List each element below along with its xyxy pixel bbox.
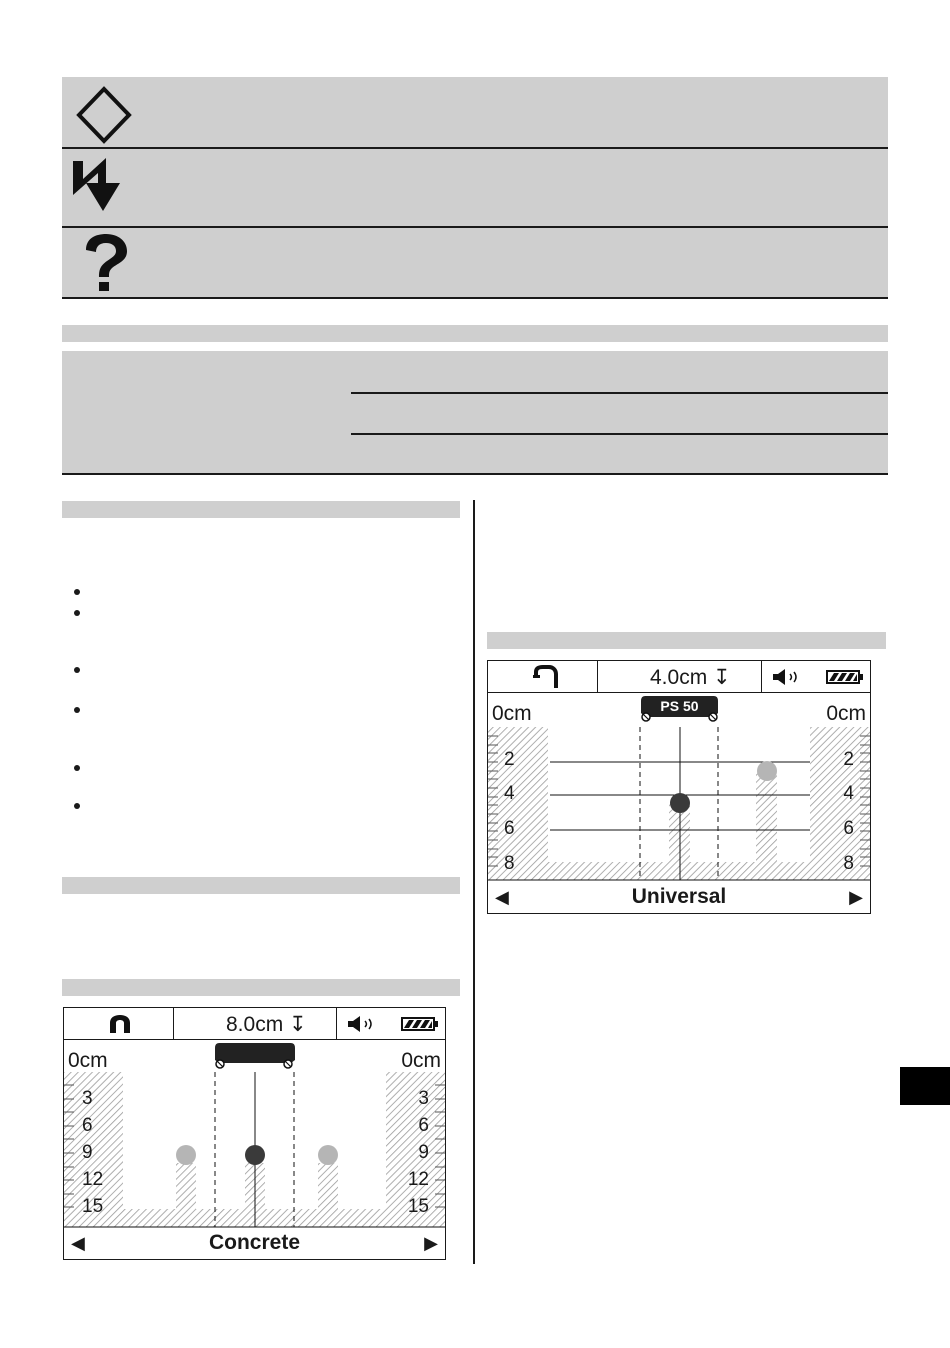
depth-tick-left: 6 xyxy=(504,818,515,839)
display-screen-concrete xyxy=(63,1007,446,1260)
mode-next-arrow[interactable]: ▶ xyxy=(849,887,863,907)
depth-tick-right: 8 xyxy=(843,853,854,874)
diamond-icon xyxy=(74,85,134,145)
table-row-divider xyxy=(351,392,888,394)
column-divider xyxy=(473,500,475,1264)
depth-tick-right: 6 xyxy=(843,818,854,839)
display-screen-universal xyxy=(487,660,871,914)
scan-view xyxy=(64,1008,445,1259)
depth-tick-left: 12 xyxy=(82,1169,104,1190)
depth-tick-right: 2 xyxy=(843,749,854,770)
depth-tick-left: 8 xyxy=(504,853,515,874)
list-bullet xyxy=(74,610,80,616)
depth-tick-right: 9 xyxy=(418,1142,429,1163)
depth-tick-left: 15 xyxy=(82,1196,104,1217)
language-tab xyxy=(900,1067,950,1105)
scale-right-label: 0cm xyxy=(826,702,866,725)
notice-box xyxy=(62,77,888,299)
list-bullet xyxy=(74,765,80,771)
depth-readout: 4.0cm ↧ xyxy=(650,666,731,689)
data-table xyxy=(62,351,888,475)
list-bullet xyxy=(74,707,80,713)
depth-tick-right: 6 xyxy=(418,1115,429,1136)
mode-next-arrow[interactable]: ▶ xyxy=(424,1233,438,1253)
electric-hazard-icon xyxy=(70,153,136,217)
depth-tick-right: 12 xyxy=(407,1169,429,1190)
list-bullet xyxy=(74,589,80,595)
depth-tick-right: 3 xyxy=(418,1088,429,1109)
depth-readout: 8.0cm ↧ xyxy=(226,1013,307,1036)
section-heading-bar xyxy=(62,325,888,342)
scale-left-label: 0cm xyxy=(492,702,532,725)
depth-tick-left: 4 xyxy=(504,783,515,804)
depth-tick-left: 2 xyxy=(504,749,515,770)
device-icon xyxy=(215,1043,295,1068)
depth-tick-left: 6 xyxy=(82,1115,93,1136)
device-label: PS 50 xyxy=(660,698,699,714)
notice-divider xyxy=(62,226,888,228)
section-heading-bar xyxy=(62,979,460,996)
table-row-divider xyxy=(351,433,888,435)
section-heading-bar xyxy=(62,877,460,894)
section-heading-bar xyxy=(62,501,460,518)
list-bullet xyxy=(74,803,80,809)
question-mark-icon xyxy=(78,232,134,294)
mode-label: Concrete xyxy=(208,1231,301,1254)
depth-tick-right: 15 xyxy=(407,1196,429,1217)
scale-right-label: 0cm xyxy=(401,1049,441,1072)
depth-tick-left: 3 xyxy=(82,1088,93,1109)
scale-left-label: 0cm xyxy=(68,1049,108,1072)
mode-prev-arrow[interactable]: ◀ xyxy=(495,887,509,907)
list-bullet xyxy=(74,667,80,673)
notice-bottom-rule xyxy=(62,297,888,299)
depth-tick-left: 9 xyxy=(82,1142,93,1163)
notice-divider xyxy=(62,147,888,149)
mode-label: Universal xyxy=(631,885,727,908)
mode-prev-arrow[interactable]: ◀ xyxy=(71,1233,85,1253)
depth-tick-right: 4 xyxy=(843,783,854,804)
table-bottom-rule xyxy=(62,473,888,475)
section-heading-bar xyxy=(487,632,886,649)
